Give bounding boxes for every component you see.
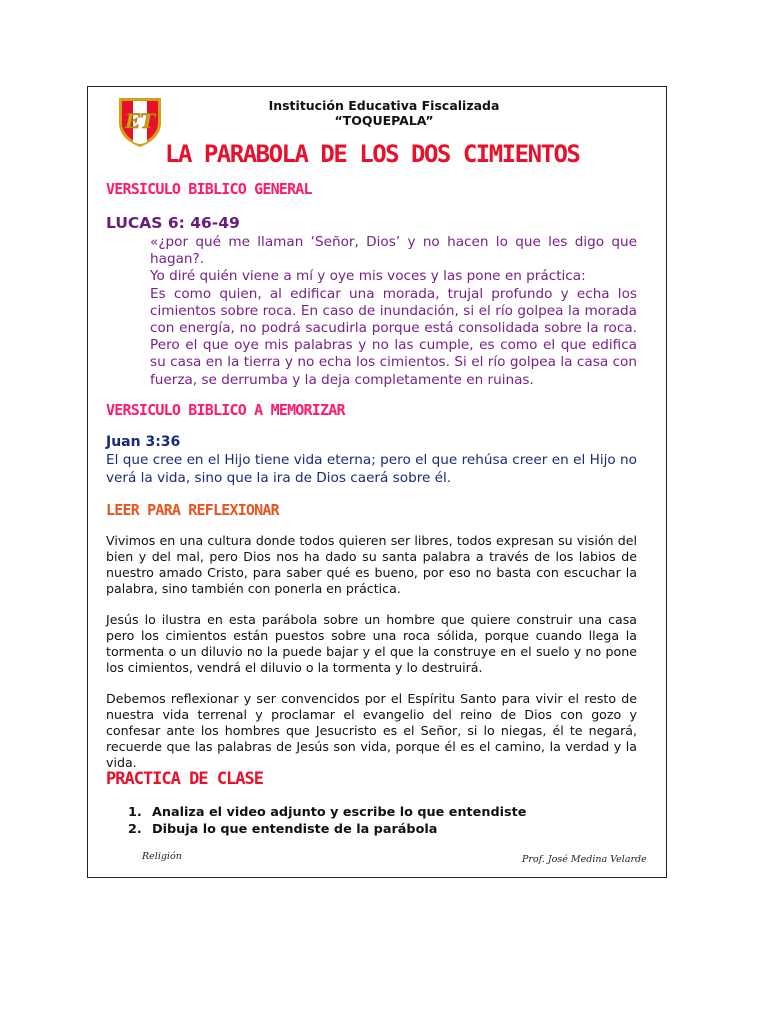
footer-subject: Religión bbox=[142, 851, 182, 862]
verse-juan: El que cree en el Hijo tiene vida eterna; pero el que rehúsa creer en el Hijo no verá la vida, sino que la ira de Dios caerá sobre él. bbox=[106, 452, 637, 486]
list-item bbox=[128, 821, 526, 838]
list-item-text: Dibuja lo que entendiste de la parábola bbox=[152, 822, 438, 837]
reflection-paragraph: Vivimos en una cultura donde todos quieren ser libres, todos expresan su visión del bien y del mal, pero Dios nos ha dado su santa palabra a través de los labios de nuestro amado Cristo, para saber qué es bueno, por eso no basta con escuchar la palabra, sino también con ponerla en práctica. bbox=[106, 533, 637, 596]
heading-reflect: LEER PARA REFLEXIONAR bbox=[106, 501, 279, 519]
heading-general-verse: VERSICULO BIBLICO GENERAL bbox=[106, 180, 312, 198]
logo-letters: ET bbox=[124, 109, 156, 133]
verse-lucas bbox=[150, 234, 637, 389]
reflection-text bbox=[106, 533, 637, 786]
reflection-paragraph: Jesús lo ilustra en esta parábola sobre un hombre que quiere construir una casa pero los cimientos están puestos sobre una roca sólida, porque cuando llega la tormenta o un diluvio no la puede bajar y el que la construye en el suelo y no pone los cimientos, vendrá el diluvio o la tormenta y lo destruirá. bbox=[106, 612, 637, 675]
list-item-number: 1. bbox=[128, 805, 142, 820]
footer-teacher: Prof. José Medina Velarde bbox=[522, 854, 647, 865]
institution-school: “TOQUEPALA” bbox=[334, 113, 434, 128]
page-title: LA PARABOLA DE LOS DOS CIMIENTOS bbox=[165, 140, 580, 168]
heading-practice: PRACTICA DE CLASE bbox=[106, 769, 263, 789]
reference-lucas: LUCAS 6: 46-49 bbox=[106, 214, 240, 232]
verse-paragraph: Es como quien, al edificar una morada, trujal profundo y echa los cimientos sobre roca. En caso de inundación, si el río golpea la morada con energía, no podrá sacudirla porque está consolidada sobre la roca. Pero el que oye mis palabras y no las cumple, es como el que edifica su casa en la tierra y no echa los cimientos. Si el río golpea la casa con fuerza, se derrumba y la deja completamente en ruinas. bbox=[150, 285, 637, 388]
list-item bbox=[128, 804, 526, 821]
institution-name: Institución Educativa Fiscalizada bbox=[268, 98, 500, 113]
list-item-number: 2. bbox=[128, 822, 142, 837]
verse-paragraph: Yo diré quién viene a mí y oye mis voces y las pone en práctica: bbox=[150, 268, 586, 285]
reference-juan: Juan 3:36 bbox=[106, 434, 181, 450]
reflection-paragraph: Debemos reflexionar y ser convencidos por el Espíritu Santo para vivir el resto de nuestra vida terrenal y proclamar el evangelio del reino de Dios con gozo y confesar ante los hombres que Jesucristo es el Señor, si lo niegas, él te negará, recuerde que las palabras de Jesús son vida, porque él es el camino, la verdad y la vida. bbox=[106, 691, 637, 770]
practice-list bbox=[128, 804, 526, 838]
heading-memorize-verse: VERSICULO BIBLICO A MEMORIZAR bbox=[106, 401, 345, 419]
verse-paragraph: «¿por qué me llaman ‘Señor, Dios’ y no hacen lo que les digo que hagan?. bbox=[150, 234, 637, 268]
list-item-text: Analiza el video adjunto y escribe lo que entendiste bbox=[152, 805, 527, 820]
